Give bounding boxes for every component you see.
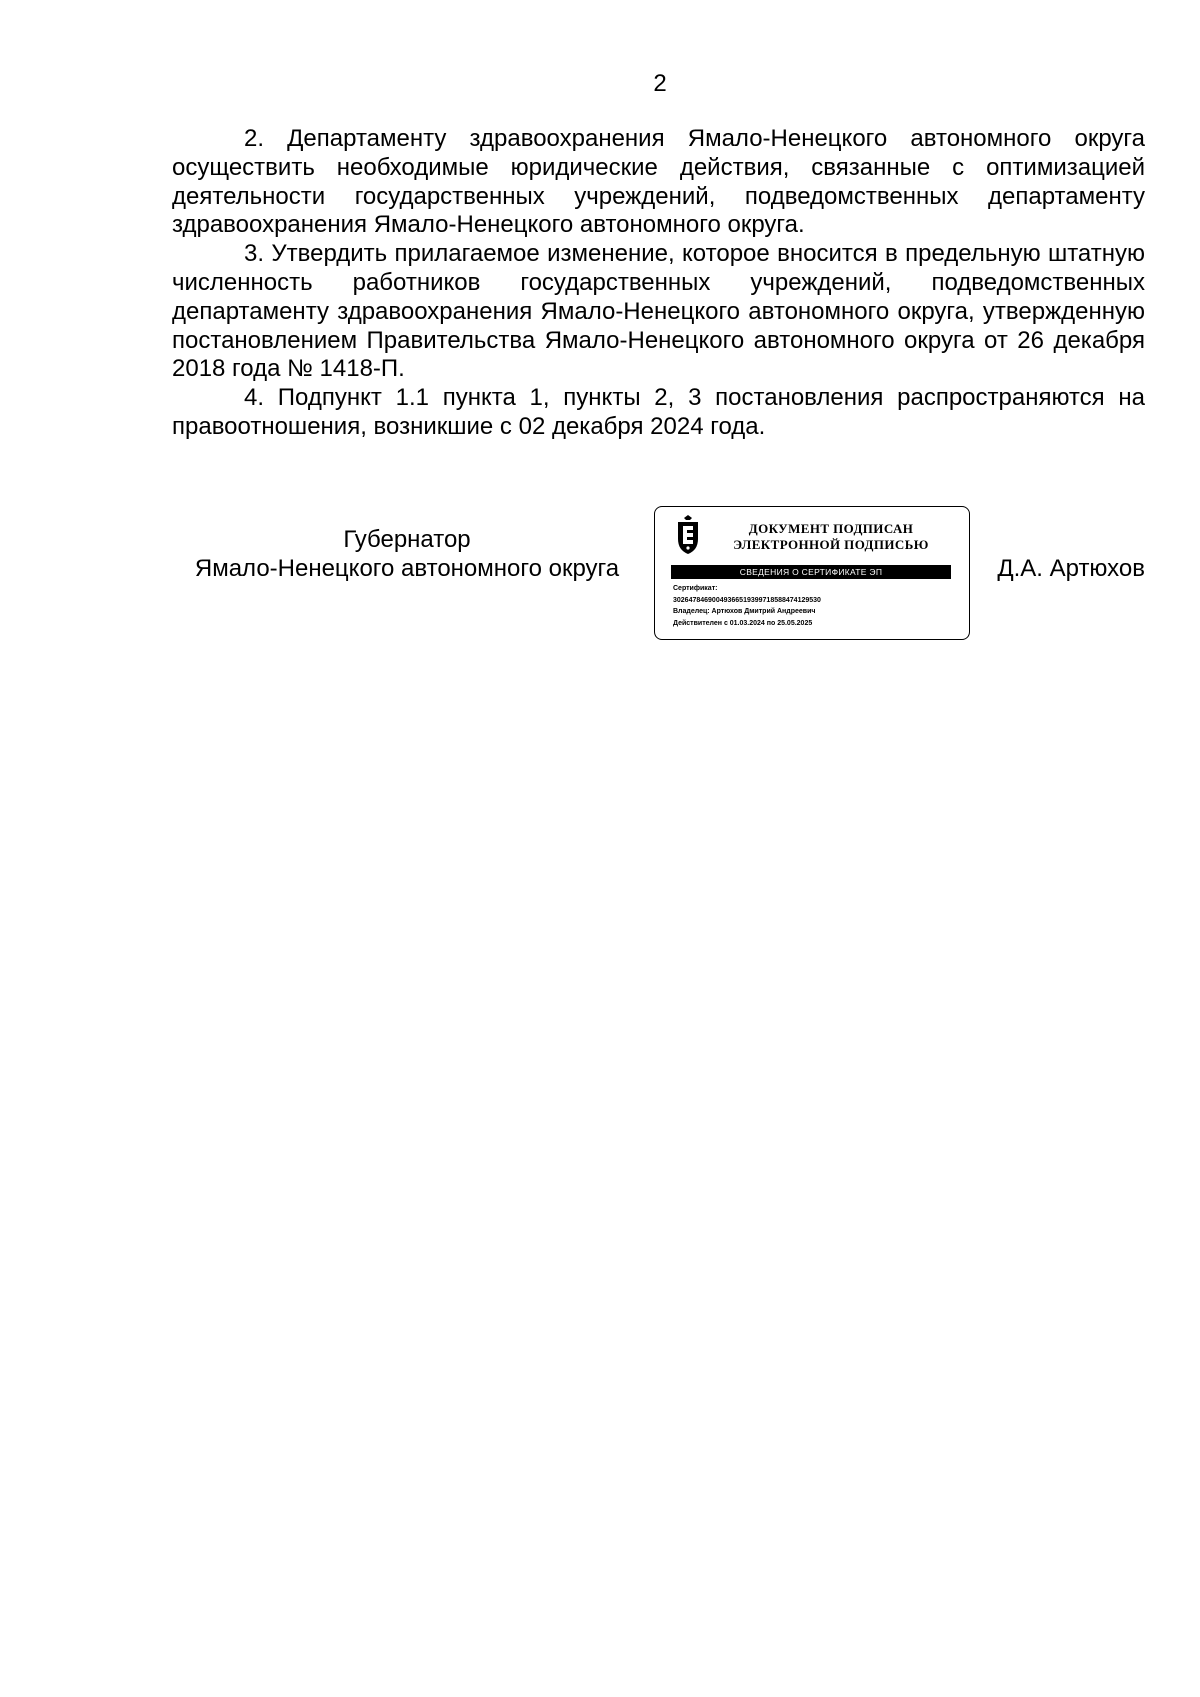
signatory-title-line2: Ямало-Ненецкого автономного округа	[194, 554, 620, 582]
stamp-heading	[715, 521, 947, 553]
certificate-owner: Владелец: Артюхов Дмитрий Андреевич	[673, 608, 816, 615]
electronic-signature-stamp	[654, 506, 970, 640]
paragraph-2: 2. Департаменту здравоохранения Ямало-Ненецкого автономного округа осуществить необходимые юридические действия, связанные с оптимизацией деятельности государственных учреждений, подведомственных департаменту здравоохранения Ямало-Ненецкого автономного округа.	[172, 125, 1145, 239]
certificate-label: Сертификат:	[673, 585, 718, 592]
certificate-validity: Действителен с 01.03.2024 по 25.05.2025	[673, 619, 813, 627]
paragraph-3: 3. Утвердить прилагаемое изменение, которое вносится в предельную штатную численность работников государственных учреждений, подведомственных департаменту здравоохранения Ямало-Ненецкого автономного округа, утвержденную постановлением Правительства Ямало-Ненецкого автономного округа от 26 декабря 2018 года № 1418-П.	[172, 240, 1145, 383]
certificate-details	[673, 583, 963, 629]
paragraph-4: 4. Подпункт 1.1 пункта 1, пункты 2, 3 постановления распространяются на правоотношения, возникшие с 02 декабря 2024 года.	[172, 384, 1145, 440]
certificate-info-bar: СВЕДЕНИЯ О СЕРТИФИКАТЕ ЭП	[671, 565, 951, 579]
signatory-name: Д.А. Артюхов	[997, 555, 1145, 582]
signatory-title	[172, 526, 642, 584]
signatory-title-line1: Губернатор	[343, 526, 471, 553]
coat-of-arms-icon	[675, 515, 701, 555]
stamp-heading-line2: ЭЛЕКТРОННОЙ ПОДПИСЬЮ	[733, 537, 929, 552]
document-body	[172, 125, 1145, 442]
page-number: 2	[653, 70, 667, 97]
stamp-heading-line1: ДОКУМЕНТ ПОДПИСАН	[748, 521, 914, 536]
certificate-number: 30264784690049366519399718588474129530	[673, 596, 821, 604]
